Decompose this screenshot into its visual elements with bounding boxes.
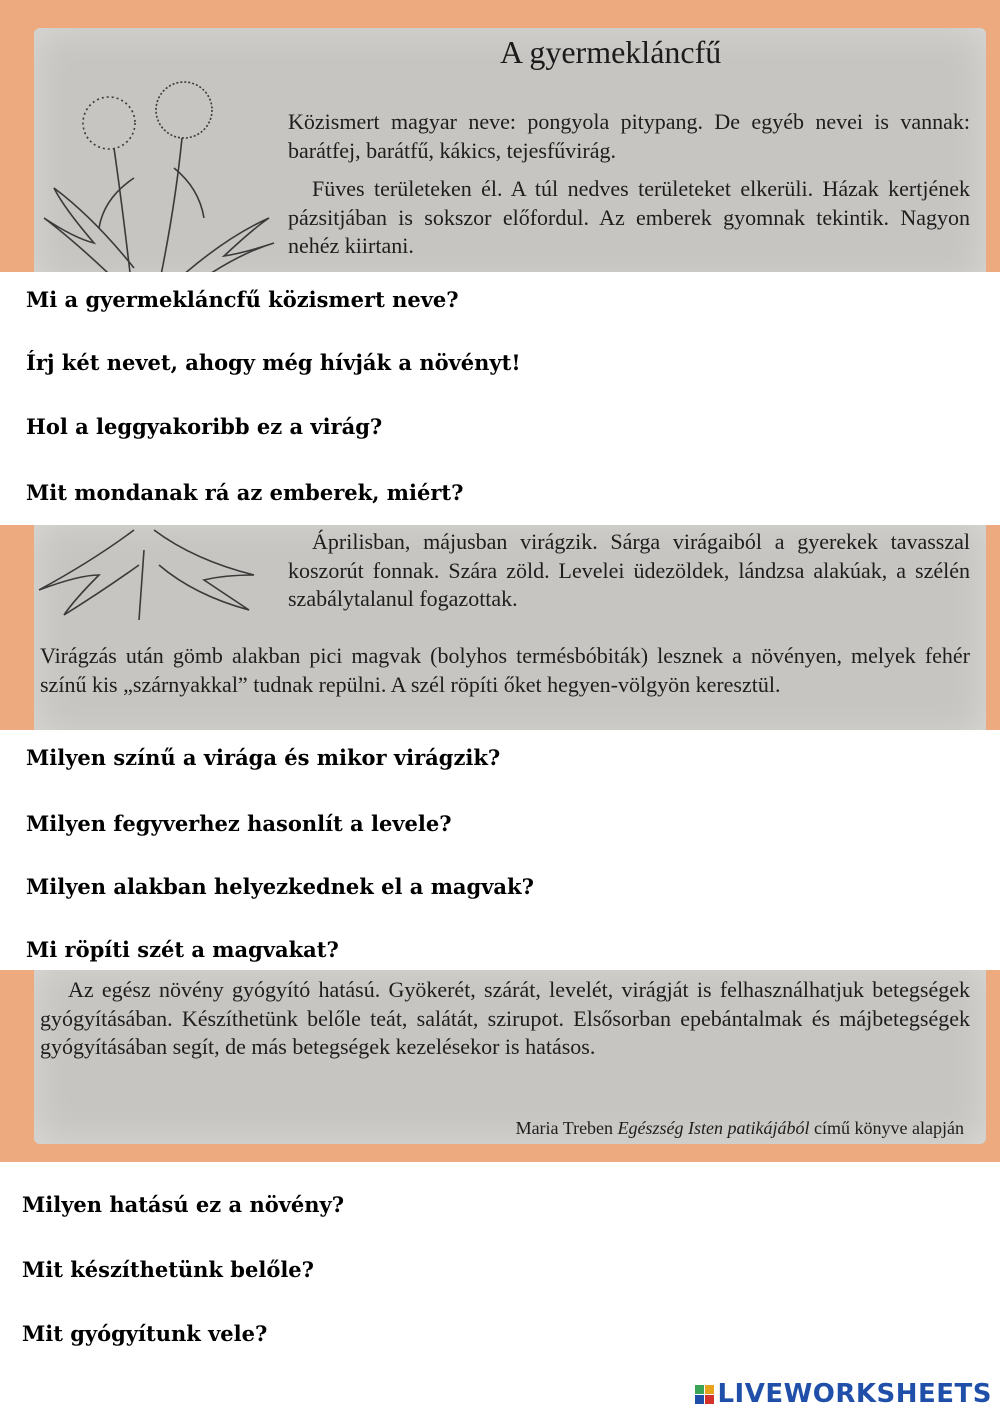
credit-suffix: című könyve alapján xyxy=(814,1118,964,1138)
text-photo-3 xyxy=(0,970,1000,1162)
paragraph-names: Közismert magyar neve: pongyola pitypang. De egyéb nevei is vannak: barátfej, barátfű, kákics, tejesfűvirág. xyxy=(288,109,970,163)
logo-text: LIVEWORKSHEETS xyxy=(717,1379,992,1409)
question-seed-spread: Mi röpíti szét a magvakat? xyxy=(26,937,339,962)
question-habitat: Hol a leggyakoribb ez a virág? xyxy=(26,414,383,439)
paragraph-habitat: Füves területeken él. A túl nedves területeket elkerüli. Házak kertjének pázsitjában is sokszor előfordul. Az emberek gyomnak tekintik. Nagyon nehéz kiirtani. xyxy=(288,176,970,258)
text-photo-2 xyxy=(0,525,1000,730)
book-page-3 xyxy=(34,970,986,1144)
dandelion-illustration xyxy=(24,68,284,272)
question-flower-color: Milyen színű a virága és mikor virágzik? xyxy=(26,745,501,770)
paragraph-seeds: Virágzás után gömb alakban pici magvak (bolyhos termésbóbiták) lesznek a növényen, melyek fehér színű kis „szárnyakkal” tudnak repülni. A szél röpíti őket hegyen-völgyön keresztül. xyxy=(40,643,970,697)
question-opinion: Mit mondanak rá az emberek, miért? xyxy=(26,480,464,505)
question-seed-shape: Milyen alakban helyezkednek el a magvak? xyxy=(26,874,534,899)
question-products: Mit készíthetünk belőle? xyxy=(22,1257,314,1282)
book-page-2 xyxy=(34,525,986,730)
dandelion-leaf-illustration xyxy=(24,525,284,630)
question-effect: Milyen hatású ez a növény? xyxy=(22,1192,345,1217)
article-title: A gyermekláncfű xyxy=(500,34,722,70)
question-other-names: Írj két nevet, ahogy még hívják a növényt! xyxy=(26,350,521,375)
credit-book-title: Egészség Isten patikájából xyxy=(617,1118,810,1138)
liveworksheets-logo[interactable] xyxy=(695,1379,992,1409)
paragraph-healing: Az egész növény gyógyító hatású. Gyökerét, szárát, levelét, virágját is felhasználhatjuk betegségek gyógyításában. Készíthetünk belőle teát, salátát, szirupot. Elsősorban epebántalmak és májbetegségek gyógyításában segít, de más betegségek kezelésekor is hatásos. xyxy=(40,977,970,1059)
question-leaf-weapon: Milyen fegyverhez hasonlít a levele? xyxy=(26,811,452,836)
question-cures: Mit gyógyítunk vele? xyxy=(22,1321,268,1346)
book-credit xyxy=(516,1118,964,1139)
text-photo-1 xyxy=(0,0,1000,272)
logo-mark-icon xyxy=(695,1385,714,1404)
question-common-name: Mi a gyermekláncfű közismert neve? xyxy=(26,287,459,312)
book-page-1 xyxy=(34,28,986,272)
paragraph-flowering: Áprilisban, májusban virágzik. Sárga virágaiból a gyerekek tavasszal koszorút fonnak. Szára zöld. Levelei üdezöldek, lándzsa alakúak, a szélén szabálytalanul fogazottak. xyxy=(288,529,970,611)
credit-author: Maria Treben xyxy=(515,1118,614,1138)
